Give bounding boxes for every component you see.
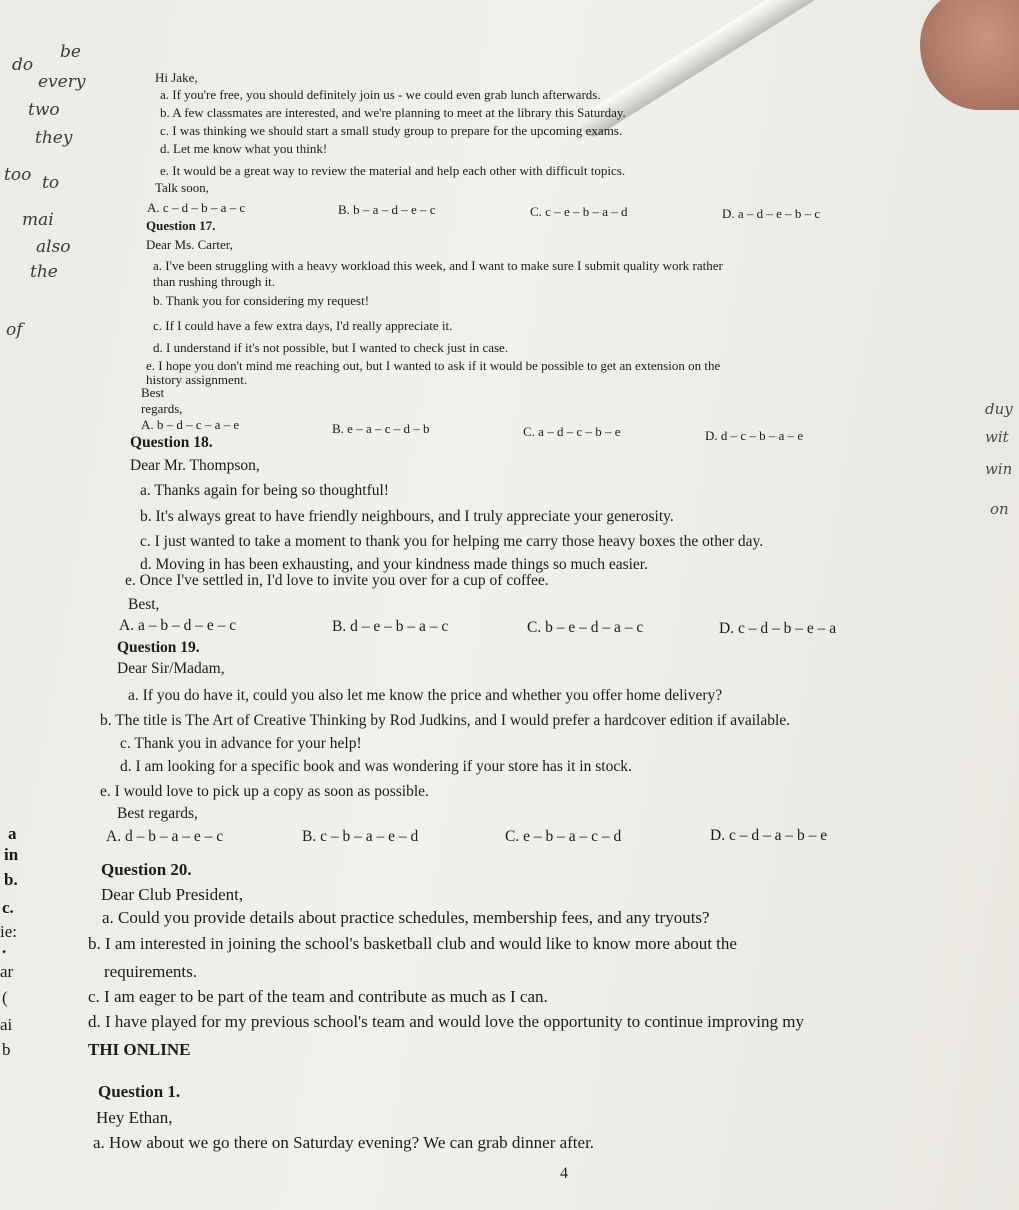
finger [920, 0, 1019, 110]
sentence-a: a. I've been struggling with a heavy workload this week, and I want to make sure I submit quality work rather [153, 258, 723, 273]
answer-option-c[interactable]: C. a – d – c – b – e [523, 424, 621, 439]
page-number: 4 [560, 1165, 568, 1182]
answer-option-b[interactable]: B. b – a – d – e – c [338, 202, 436, 217]
margin-note: mai [22, 210, 54, 230]
margin-letter: . [2, 938, 7, 957]
right-note: wit [985, 428, 1009, 446]
margin-note: of [6, 320, 23, 340]
sentence-d: d. I am looking for a specific book and was wondering if your store has it in stock. [120, 758, 632, 775]
sentence-a: a. If you do have it, could you also let me know the price and whether you offer home delivery? [128, 687, 723, 704]
margin-letter: in [4, 845, 19, 864]
sentence-d: d. Moving in has been exhausting, and your kindness made things so much easier. [140, 556, 648, 573]
section-heading: THI ONLINE [88, 1040, 191, 1059]
answer-option-b[interactable]: B. d – e – b – a – c [332, 618, 449, 635]
sentence-b: b. The title is The Art of Creative Thinking by Rod Judkins, and I would prefer a hardcover edition if available. [100, 712, 791, 729]
sentence-e: e. I hope you don't mind me reaching out, but I wanted to ask if it would be possible to get an extension on the [146, 358, 721, 373]
sentence-e: e. I would love to pick up a copy as soon as possible. [100, 783, 429, 800]
right-note: duy [985, 400, 1013, 418]
sentence-b: b. Thank you for considering my request! [153, 293, 370, 308]
answer-option-c[interactable]: C. b – e – d – a – c [527, 619, 644, 636]
margin-note: the [30, 262, 58, 282]
sentence-b-cont: requirements. [104, 962, 197, 981]
sentence-c: c. I just wanted to take a moment to thank you for helping me carry those heavy boxes the other day. [140, 533, 764, 550]
sentence-e: e. Once I've settled in, I'd love to invite you over for a cup of coffee. [125, 572, 549, 589]
sentence-c: c. If I could have a few extra days, I'd really appreciate it. [153, 318, 453, 333]
sentence-e-cont: history assignment. [146, 372, 248, 387]
margin-note: be [60, 42, 81, 62]
margin-note: every [38, 72, 86, 92]
letter-closing: Best, [128, 596, 160, 613]
margin-note: to [42, 173, 60, 193]
sentence-c: c. I was thinking we should start a small study group to prepare for the upcoming exams. [160, 123, 623, 138]
margin-letter: ( [2, 988, 8, 1007]
answer-option-d[interactable]: D. a – d – e – b – c [722, 206, 821, 221]
sentence-d: d. Let me know what you think! [160, 141, 328, 156]
sentence-b: b. I am interested in joining the school's basketball club and would like to know more about the [88, 934, 737, 953]
sentence-c: c. I am eager to be part of the team and contribute as much as I can. [88, 987, 548, 1006]
letter-greeting: Hi Jake, [155, 70, 198, 85]
answer-option-a[interactable]: A. d – b – a – e – c [106, 828, 224, 845]
answer-option-a[interactable]: A. b – d – c – a – e [141, 417, 240, 432]
letter-closing: Best [141, 385, 165, 400]
letter-greeting: Hey Ethan, [96, 1108, 173, 1127]
sentence-d: d. I have played for my previous school's team and would love the opportunity to continue improving my [88, 1012, 804, 1031]
margin-note: they [35, 128, 73, 148]
answer-option-a[interactable]: A. a – b – d – e – c [119, 617, 237, 634]
margin-note: do [12, 55, 34, 75]
letter-greeting: Dear Mr. Thompson, [130, 457, 260, 474]
margin-note: also [36, 237, 71, 257]
answer-option-a[interactable]: A. c – d – b – a – c [147, 200, 246, 215]
margin-letter: b. [4, 870, 18, 889]
answer-option-d[interactable]: D. d – c – b – a – e [705, 428, 804, 443]
right-note: on [990, 500, 1009, 518]
right-note: win [985, 460, 1013, 478]
answer-option-b[interactable]: B. e – a – c – d – b [332, 421, 430, 436]
sentence-a-cont: than rushing through it. [153, 274, 276, 289]
answer-option-c[interactable]: C. e – b – a – c – d [505, 828, 622, 845]
margin-note: too [4, 165, 32, 185]
sentence-b: b. A few classmates are interested, and we're planning to meet at the library this Saturday. [160, 105, 626, 120]
answer-option-d[interactable]: D. c – d – b – e – a [719, 620, 837, 637]
letter-greeting: Dear Club President, [101, 885, 244, 904]
sentence-b: b. It's always great to have friendly neighbours, and I truly appreciate your generosity. [140, 508, 674, 525]
answer-option-c[interactable]: C. c – e – b – a – d [530, 204, 628, 219]
sentence-a: a. How about we go there on Saturday evening? We can grab dinner after. [93, 1133, 595, 1152]
question-title: Question 20. [101, 860, 192, 879]
margin-letter: ai [0, 1015, 13, 1034]
sentence-d: d. I understand if it's not possible, but I wanted to check just in case. [153, 340, 509, 355]
answer-option-d[interactable]: D. c – d – a – b – e [710, 827, 828, 844]
margin-note: two [28, 100, 60, 120]
margin-letter: a [8, 824, 17, 843]
sentence-a: a. If you're free, you should definitely join us - we could even grab lunch afterwards. [160, 87, 601, 102]
sentence-a: a. Could you provide details about practice schedules, membership fees, and any tryouts? [102, 908, 710, 927]
question-title: Question 19. [117, 639, 200, 656]
letter-closing: Best regards, [117, 805, 198, 822]
question-title: Question 1. [98, 1082, 181, 1101]
answer-option-b[interactable]: B. c – b – a – e – d [302, 828, 419, 845]
margin-letter: b [2, 1040, 11, 1059]
letter-closing: Talk soon, [155, 180, 209, 195]
margin-letter: ie: [0, 922, 17, 941]
sentence-e: e. It would be a great way to review the material and help each other with difficult topics. [160, 163, 626, 178]
letter-greeting: Dear Sir/Madam, [117, 660, 225, 677]
sentence-a: a. Thanks again for being so thoughtful! [140, 482, 389, 499]
question-title: Question 17. [146, 218, 216, 233]
sentence-c: c. Thank you in advance for your help! [120, 735, 362, 752]
letter-closing: regards, [141, 401, 183, 416]
letter-greeting: Dear Ms. Carter, [146, 237, 233, 252]
question-title: Question 18. [130, 434, 213, 451]
margin-letter: ar [0, 962, 14, 981]
margin-letter: c. [2, 898, 14, 917]
